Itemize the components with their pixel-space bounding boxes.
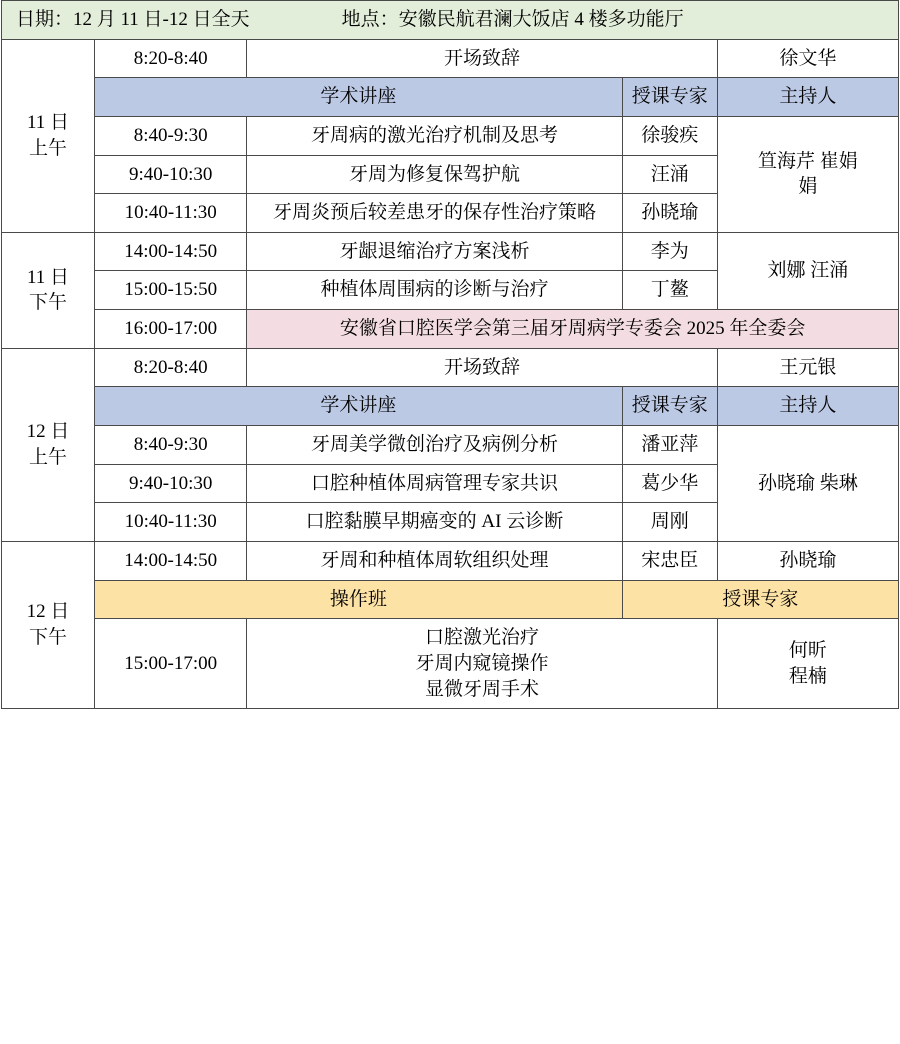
session-speaker: 丁鳌 (622, 271, 717, 310)
session-time: 15:00-15:50 (95, 271, 247, 310)
session-topic: 牙周为修复保驾护航 (247, 155, 622, 194)
day-label-11-morning (2, 39, 95, 232)
session-time: 10:40-11:30 (95, 194, 247, 233)
opening-host: 徐文华 (717, 39, 898, 78)
day-label-line2: 上午 (29, 137, 68, 159)
day-label-line1: 12 日 (26, 601, 70, 623)
opening-time: 8:20-8:40 (95, 348, 247, 387)
session-topic: 口腔黏膜早期癌变的 AI 云诊断 (247, 503, 622, 542)
day-label-12-afternoon (2, 541, 95, 708)
session-host-group: 刘娜 汪涌 (717, 232, 898, 309)
day-label-line1: 11 日 (27, 112, 70, 134)
column-header-speaker: 授课专家 (622, 78, 717, 117)
workshop-topic-3: 显微牙周手术 (424, 678, 539, 700)
host-group-line2: 娟 (798, 176, 818, 198)
workshop-topics (247, 619, 718, 709)
banner-place-label: 地点：安徽民航君澜大饭店 4 楼多功能厅 (341, 9, 684, 30)
session-host-group (717, 116, 898, 232)
session-speaker: 汪涌 (622, 155, 717, 194)
workshop-header-row (2, 580, 899, 619)
table-row (2, 39, 899, 78)
header-banner-row (2, 1, 899, 40)
column-header-speaker: 授课专家 (622, 387, 717, 426)
column-header-workshop-speaker: 授课专家 (622, 580, 898, 619)
table-row (2, 426, 899, 465)
session-time: 10:40-11:30 (95, 503, 247, 542)
table-row (2, 232, 899, 271)
session-time: 9:40-10:30 (95, 464, 247, 503)
column-header-host: 主持人 (717, 78, 898, 117)
session-host: 孙晓瑜 (717, 541, 898, 580)
banner-date-label: 日期：12 月 11 日-12 日全天 (16, 9, 250, 30)
workshop-speaker-2: 程楠 (788, 665, 827, 687)
session-topic: 种植体周围病的诊断与治疗 (247, 271, 622, 310)
session-topic: 牙龈退缩治疗方案浅析 (247, 232, 622, 271)
session-time: 9:40-10:30 (95, 155, 247, 194)
committee-time: 16:00-17:00 (95, 310, 247, 349)
workshop-topic-2: 牙周内窥镜操作 (415, 652, 549, 674)
session-topic: 牙周和种植体周软组织处理 (247, 541, 622, 580)
day-label-line1: 11 日 (27, 266, 70, 288)
session-speaker: 葛少华 (622, 464, 717, 503)
session-speaker: 孙晓瑜 (622, 194, 717, 233)
session-host-group: 孙晓瑜 柴琳 (717, 426, 898, 542)
session-time: 14:00-14:50 (95, 232, 247, 271)
table-row-committee (2, 310, 899, 349)
opening-time: 8:20-8:40 (95, 39, 247, 78)
day-label-line2: 下午 (29, 627, 68, 649)
workshop-speaker-1: 何昕 (788, 640, 827, 662)
day-label-11-afternoon (2, 232, 95, 348)
session-speaker: 徐骏疾 (622, 116, 717, 155)
column-header-lecture: 学术讲座 (95, 387, 623, 426)
column-header-workshop: 操作班 (95, 580, 623, 619)
table-row (2, 116, 899, 155)
session-topic: 牙周炎预后较差患牙的保存性治疗策略 (247, 194, 622, 233)
workshop-time: 15:00-17:00 (95, 619, 247, 709)
column-header-host: 主持人 (717, 387, 898, 426)
header-banner (2, 1, 899, 40)
section-header-row-2 (2, 387, 899, 426)
session-speaker: 潘亚萍 (622, 426, 717, 465)
column-header-lecture: 学术讲座 (95, 78, 623, 117)
section-header-row-1 (2, 78, 899, 117)
committee-topic: 安徽省口腔医学会第三届牙周病学专委会 2025 年全委会 (247, 310, 899, 349)
session-speaker: 李为 (622, 232, 717, 271)
opening-host: 王元银 (717, 348, 898, 387)
table-row (2, 541, 899, 580)
opening-topic: 开场致辞 (247, 348, 718, 387)
workshop-topic-1: 口腔激光治疗 (424, 627, 539, 649)
table-row (2, 348, 899, 387)
session-time: 8:40-9:30 (95, 116, 247, 155)
day-label-line2: 上午 (29, 446, 68, 468)
session-topic: 口腔种植体周病管理专家共识 (247, 464, 622, 503)
day-label-line2: 下午 (29, 292, 68, 314)
agenda-table (1, 0, 899, 709)
session-topic: 牙周美学微创治疗及病例分析 (247, 426, 622, 465)
session-time: 8:40-9:30 (95, 426, 247, 465)
session-time: 14:00-14:50 (95, 541, 247, 580)
session-speaker: 周刚 (622, 503, 717, 542)
session-topic: 牙周病的激光治疗机制及思考 (247, 116, 622, 155)
day-label-12-morning (2, 348, 95, 541)
day-label-line1: 12 日 (26, 421, 70, 443)
opening-topic: 开场致辞 (247, 39, 718, 78)
workshop-speakers (717, 619, 898, 709)
host-group-line1: 笪海芹 崔娟 (757, 150, 858, 172)
workshop-row (2, 619, 899, 709)
session-speaker: 宋忠臣 (622, 541, 717, 580)
